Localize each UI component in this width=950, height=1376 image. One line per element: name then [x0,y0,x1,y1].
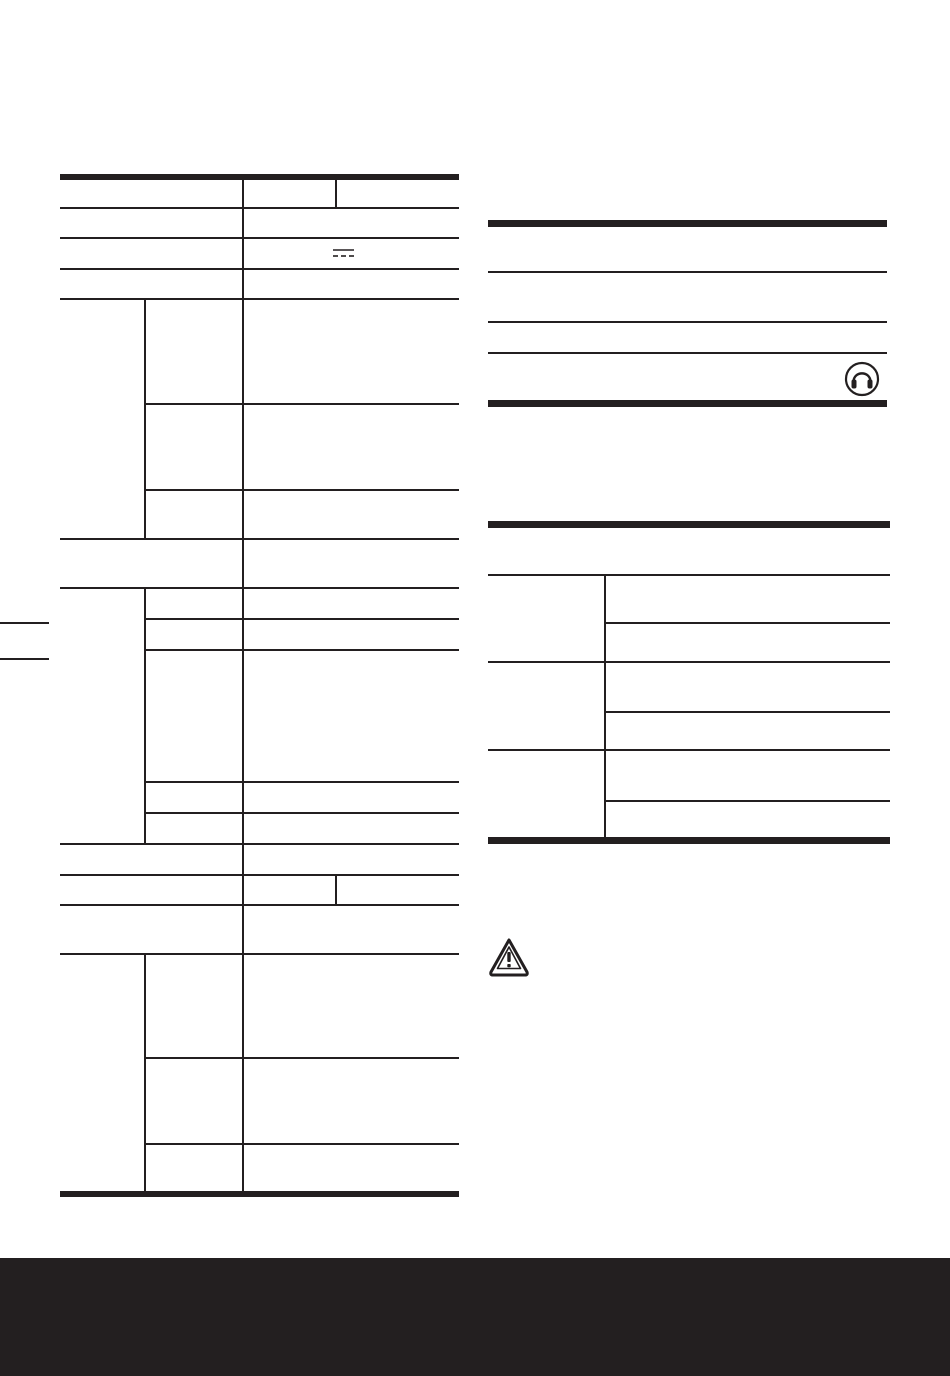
table-row-rule [488,271,887,273]
table-top-rule [60,174,459,180]
warning-triangle-icon [487,936,531,978]
table-row-rule [60,953,459,955]
table-row-rule [145,812,459,814]
table-column-rule [144,955,146,1191]
table-row-rule [60,587,459,589]
table-row-rule [60,538,459,540]
table-column-rule [335,876,337,904]
table-row-rule [605,800,890,802]
table-row-rule [145,781,459,783]
table-row-rule [60,904,459,906]
table-row-rule [488,661,890,663]
table-row-rule [145,618,459,620]
table-column-rule [144,589,146,843]
table-bottom-rule [488,837,890,844]
ear-protection-icon [844,361,880,397]
table-row-rule [488,574,890,576]
table-row-rule [145,1057,459,1059]
table-row-rule [145,1143,459,1145]
table-row-rule [145,403,459,405]
table-column-rule [335,180,337,207]
direct-current-icon [332,247,356,259]
table-row-rule [605,711,890,713]
table-row-rule [60,268,459,270]
section-tab-mark [0,658,49,660]
table-bottom-rule [60,1191,459,1197]
table-row-rule [488,749,890,751]
table-top-rule [488,220,887,227]
table-row-rule [60,207,459,209]
table-column-rule [604,576,606,837]
table-column-rule [144,300,146,538]
table-row-rule [605,622,890,624]
table-row-rule [488,321,887,323]
table-column-rule [242,180,244,1191]
table-row-rule [145,649,459,651]
table-row-rule [60,298,459,300]
table-top-rule [488,521,890,528]
table-row-rule [60,843,459,845]
table-bottom-rule [488,400,887,407]
footer-band [0,1258,950,1376]
table-row-rule [488,352,887,354]
table-row-rule [60,874,459,876]
table-row-rule [60,237,459,239]
section-tab-mark [0,622,49,624]
table-row-rule [145,489,459,491]
